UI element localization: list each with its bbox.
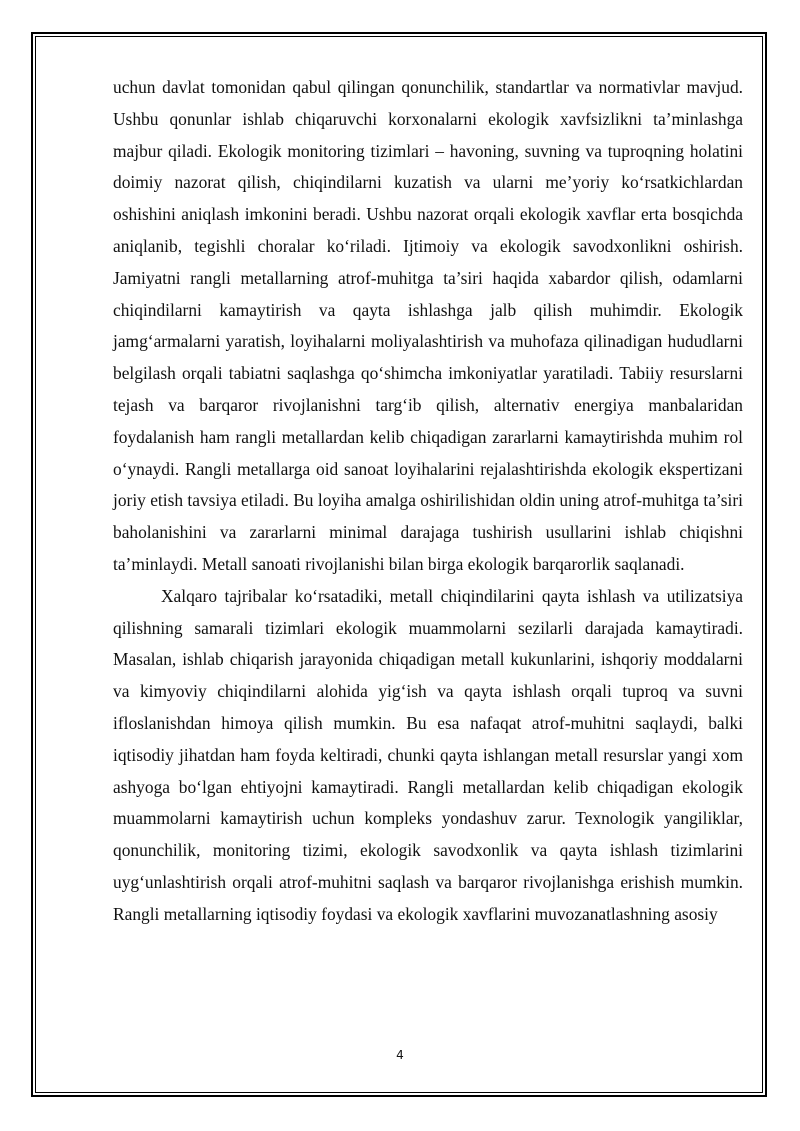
paragraph-1: uchun davlat tomonidan qabul qilingan qonunchilik, standartlar va normativlar mavjud. Ushbu qonunlar ishlab chiqaruvchi korxonalarni ekologik xavfsizlikni ta’minlashga majbur qiladi. Ekologik monitoring tizimlari – havoning, suvning va tuproqning holatini doimiy nazorat qilish, chiqindilarni kuzatish va ularni me’yoriy ko‘rsatkichlardan oshishini aniqlash imkonini beradi. Ushbu nazorat orqali ekologik xavflar erta bosqichda aniqlanib, tegishli choralar ko‘riladi. Ijtimoiy va ekologik savodxonlikni oshirish. Jamiyatni rangli metallarning atrof-muhitga ta’siri haqida xabardor qilish, odamlarni chiqindilarni kamaytirish va qayta ishlashga jalb qilish muhimdir. Ekologik jamg‘armalarni yaratish, loyihalarni moliyalashtirish va muhofaza qilinadigan hududlarni belgilash orqali tabiatni saqlashga qo‘shimcha imkoniyatlar yaratiladi. Tabiiy resurslarni tejash va barqaror rivojlanishni targ‘ib qilish, alternativ energiya manbalaridan foydalanish ham rangli metallardan kelib chiqadigan zararlarni kamaytirishda muhim rol o‘ynaydi. Rangli metallarga oid sanoat loyihalarini rejalashtirishda ekologik ekspertizani joriy etish tavsiya etiladi. Bu loyiha amalga oshirilishidan oldin uning atrof-muhitga ta’siri baholanishini va zararlarni minimal darajaga tushirish usullarini ishlab chiqishni ta’minlaydi. Metall sanoati rivojlanishi bilan birga ekologik barqarorlik saqlanadi. <box>113 77 743 574</box>
document-body <box>113 72 743 931</box>
paragraph-2: Xalqaro tajribalar ko‘rsatadiki, metall chiqindilarini qayta ishlash va utilizatsiya qilishning samarali tizimlari ekologik muammolarni sezilarli darajada kamaytiradi. Masalan, ishlab chiqarish jarayonida chiqadigan metall kukunlarini, ishqoriy moddalarni va kimyoviy chiqindilarni alohida yig‘ish va qayta ishlash orqali tuproq va suvni ifloslanishdan himoya qilish mumkin. Bu esa nafaqat atrof-muhitni saqlaydi, balki iqtisodiy jihatdan ham foyda keltiradi, chunki qayta ishlangan metall resurslar yangi xom ashyoga bo‘lgan ehtiyojni kamaytiradi. Rangli metallardan kelib chiqadigan ekologik muammolarni kamaytirish uchun kompleks yondashuv zarur. Texnologik yangiliklar, qonunchilik, monitoring tizimi, ekologik savodxonlik va qayta ishlash tizimlarini uyg‘unlashtirish orqali atrof-muhitni saqlash va barqaror rivojlanishga erishish mumkin. Rangli metallarning iqtisodiy foydasi va ekologik xavflarini muvozanatlashning asosiy <box>113 585 743 924</box>
page-number: 4 <box>396 1048 404 1062</box>
